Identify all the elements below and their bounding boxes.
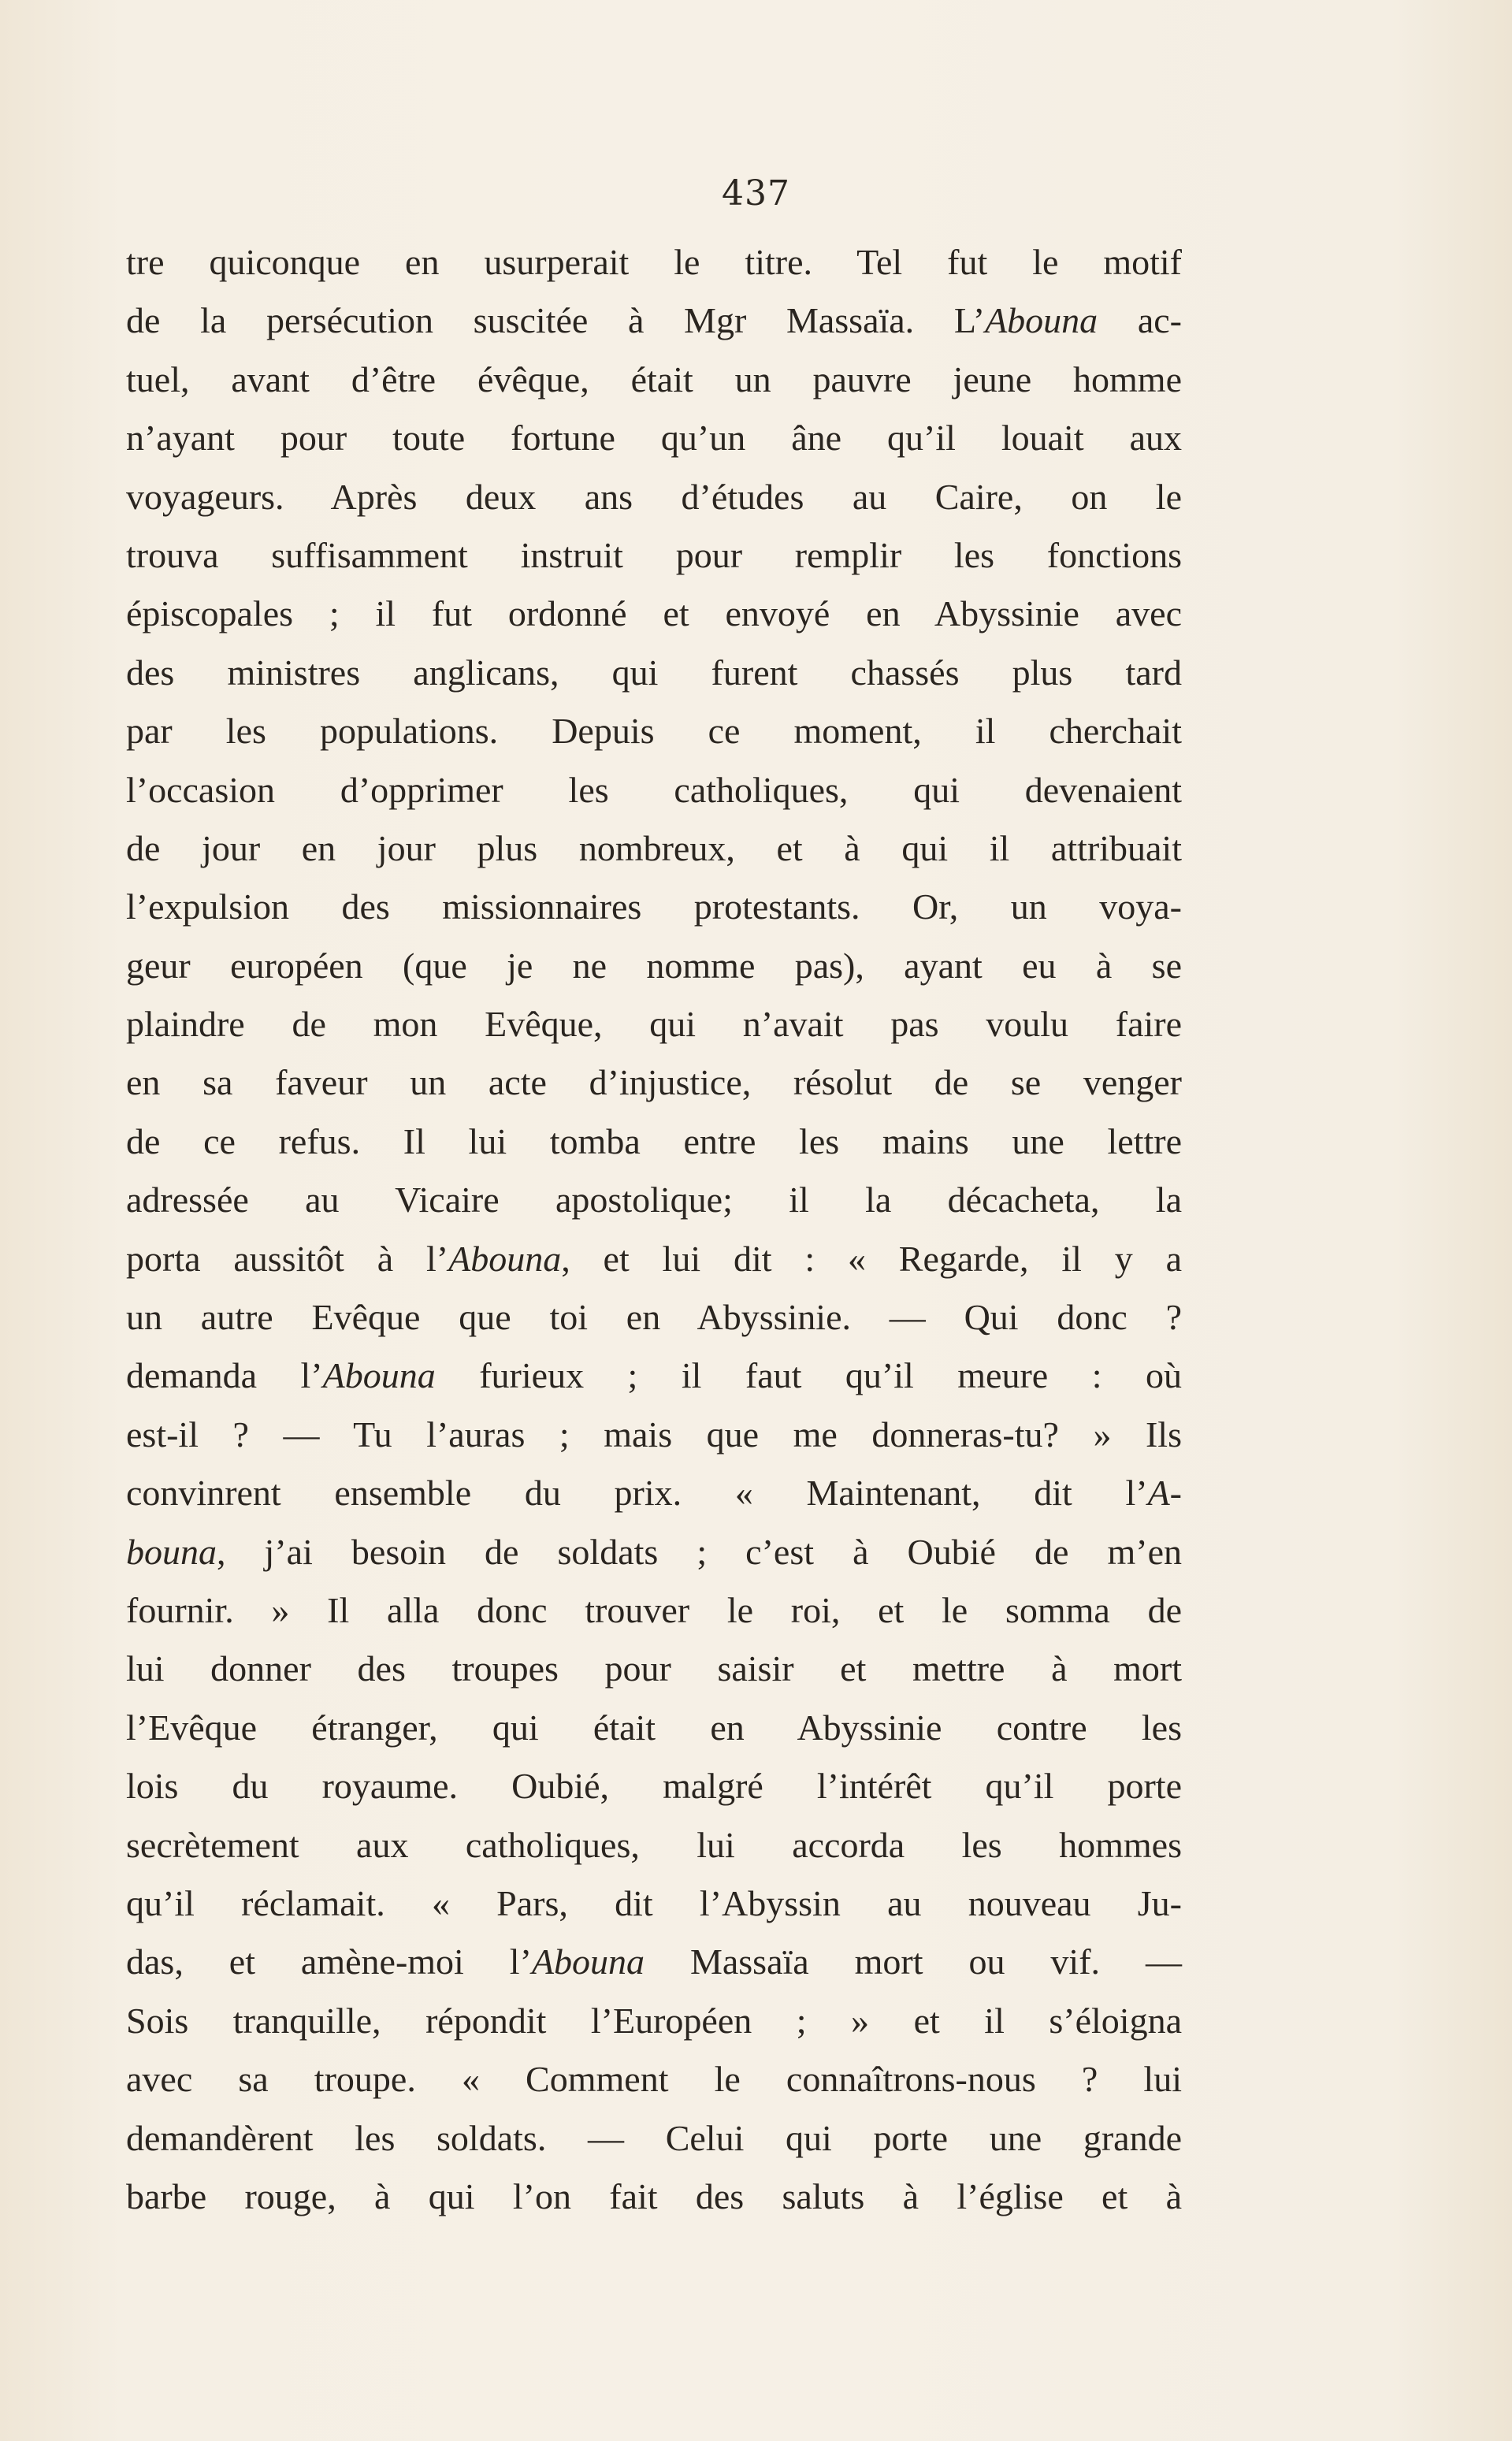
text-line: tre quiconque en usurperait le titre. Tel fut le motif [126, 242, 1182, 282]
text-line: un autre Evêque que toi en Abyssinie. — Qui donc ? [126, 1297, 1182, 1338]
text-line: l’expulsion des missionnaires protestants. Or, un voya- [126, 886, 1182, 927]
text-line: n’ayant pour toute fortune qu’un âne qu’il louait aux [126, 418, 1182, 459]
text-line: avec sa troupe. « Comment le connaîtrons-nous ? lui [126, 2059, 1182, 2100]
text-line: trouva suffisamment instruit pour remplir les fonctions [126, 534, 1182, 575]
text-line: tuel, avant d’être évêque, était un pauvre jeune homme [126, 359, 1182, 399]
text-line: l’Evêque étranger, qui était en Abyssinie contre les [126, 1707, 1182, 1748]
text-line: bouna, j’ai besoin de soldats ; c’est à Oubié de m’en [126, 1531, 1182, 1572]
text-line: porta aussitôt à l’Abouna, et lui dit : « Regarde, il y a [126, 1238, 1183, 1279]
text-line: adressée au Vicaire apostolique; il la décacheta, la [126, 1180, 1182, 1220]
text-line: l’occasion d’opprimer les catholiques, qui devenaient [126, 769, 1182, 810]
text-line: de jour en jour plus nombreux, et à qui il attribuait [126, 827, 1182, 868]
text-line: demanda l’Abouna furieux ; il faut qu’il meure : où [126, 1355, 1182, 1396]
text-line: barbe rouge, à qui l’on fait des saluts à l’église et à [126, 2175, 1182, 2216]
text-line: des ministres anglicans, qui furent chassés plus tard [126, 652, 1182, 693]
text-line: est-il ? — Tu l’auras ; mais que me donneras-tu? » Ils [126, 1414, 1182, 1455]
text-line: das, et amène-moi l’Abouna Massaïa mort ou vif. — [126, 1941, 1182, 1982]
text-line: voyageurs. Après deux ans d’études au Caire, on le [126, 476, 1182, 517]
text-line: lois du royaume. Oubié, malgré l’intérêt qu’il porte [126, 1766, 1182, 1807]
text-line: geur européen (que je ne nomme pas), ayant eu à se [126, 945, 1182, 986]
text-line: épiscopales ; il fut ordonné et envoyé en Abyssinie avec [126, 593, 1182, 634]
text-line: convinrent ensemble du prix. « Maintenant, dit l’A- [126, 1473, 1182, 1514]
body-text [126, 233, 1182, 2226]
text-line: de ce refus. Il lui tomba entre les mains une lettre [126, 1120, 1182, 1161]
text-line: par les populations. Depuis ce moment, il cherchait [126, 711, 1182, 752]
text-line: plaindre de mon Evêque, qui n’avait pas voulu faire [126, 1004, 1182, 1045]
text-line: Sois tranquille, répondit l’Européen ; » et il s’éloigna [126, 2000, 1182, 2041]
text-line: qu’il réclamait. « Pars, dit l’Abyssin au nouveau Ju- [126, 1882, 1182, 1923]
text-line: de la persécution suscitée à Mgr Massaïa. L’Abouna ac- [126, 300, 1182, 341]
text-line: lui donner des troupes pour saisir et mettre à mort [126, 1648, 1182, 1689]
text-line: demandèrent les soldats. — Celui qui porte une grande [126, 2117, 1182, 2158]
page-number: 437 [722, 173, 790, 214]
text-line: secrètement aux catholiques, lui accorda les hommes [126, 1824, 1182, 1865]
text-line: en sa faveur un acte d’injustice, résolut de se venger [126, 1062, 1182, 1103]
text-line: fournir. » Il alla donc trouver le roi, et le somma de [126, 1589, 1182, 1630]
